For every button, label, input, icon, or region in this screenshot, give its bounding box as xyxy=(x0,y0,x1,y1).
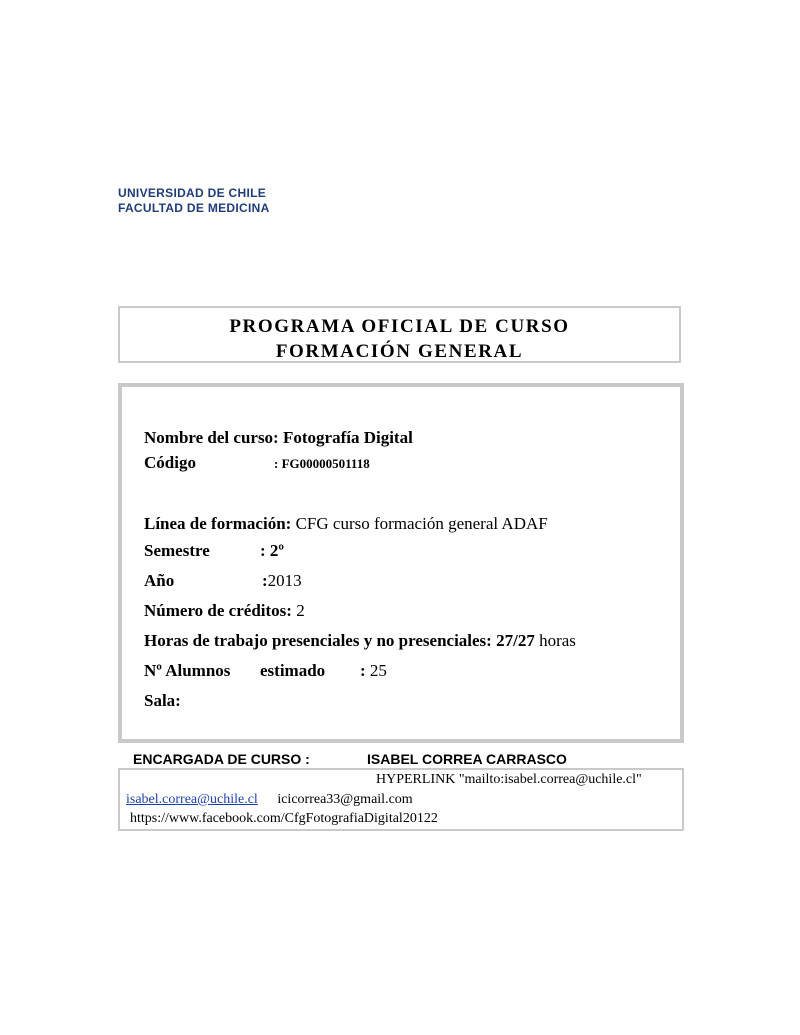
credits-value: 2 xyxy=(296,601,305,620)
students-colon: : xyxy=(360,661,366,680)
course-coordinator-row xyxy=(133,751,567,767)
semester-row xyxy=(144,541,284,561)
coordinator-label: ENCARGADA DE CURSO : xyxy=(133,751,310,767)
document-title-line1: PROGRAMA OFICIAL DE CURSO xyxy=(229,316,570,337)
room-label: Sala: xyxy=(144,691,181,710)
course-name-value: Fotografía Digital xyxy=(282,428,413,447)
contact-box xyxy=(118,768,684,831)
year-colon: : xyxy=(262,571,268,590)
secondary-email: icicorrea33@gmail.com xyxy=(277,792,413,807)
students-row xyxy=(144,661,387,681)
year-row xyxy=(144,571,302,591)
hours-label: Horas de trabajo presenciales y no presenciales: xyxy=(144,631,492,650)
credits-row xyxy=(144,601,305,621)
primary-email-link[interactable]: isabel.correa@uchile.cl xyxy=(126,792,258,807)
semester-value: : 2º xyxy=(260,541,285,560)
hours-row xyxy=(144,631,576,651)
students-label-a: Nº Alumnos xyxy=(144,661,231,680)
hours-unit: horas xyxy=(539,631,576,650)
credits-label: Número de créditos: xyxy=(144,601,292,620)
title-box xyxy=(118,306,681,363)
hours-value: 27/27 xyxy=(496,631,535,650)
course-code-value: : FG00000501118 xyxy=(274,456,370,471)
formation-line-value: CFG curso formación general ADAF xyxy=(295,514,548,533)
course-info-box xyxy=(118,383,684,743)
year-value: 2013 xyxy=(267,571,302,590)
course-code-label: Código xyxy=(144,453,196,472)
course-code-row xyxy=(144,453,370,473)
formation-line-label: Línea de formación: xyxy=(144,514,292,533)
coordinator-name: ISABEL CORREA CARRASCO xyxy=(367,751,567,767)
institution-header xyxy=(118,186,270,216)
university-name: UNIVERSIDAD DE CHILE xyxy=(118,186,267,200)
facebook-url: https://www.facebook.com/CfgFotografiaDigital20122 xyxy=(130,811,438,826)
course-name-label: Nombre del curso: xyxy=(144,428,279,447)
students-value: 25 xyxy=(369,661,387,680)
year-label: Año xyxy=(144,571,175,590)
semester-label: Semestre xyxy=(144,541,210,560)
hyperlink-field-code: HYPERLINK "mailto:isabel.correa@uchile.cl" xyxy=(376,772,642,787)
document-title-line2: FORMACIÓN GENERAL xyxy=(275,341,524,362)
faculty-name: FACULTAD DE MEDICINA xyxy=(118,201,270,215)
room-row xyxy=(144,691,181,711)
students-label-b: estimado xyxy=(260,661,326,680)
formation-line-row xyxy=(144,514,548,534)
email-row xyxy=(126,792,413,808)
course-name-row xyxy=(144,428,413,448)
